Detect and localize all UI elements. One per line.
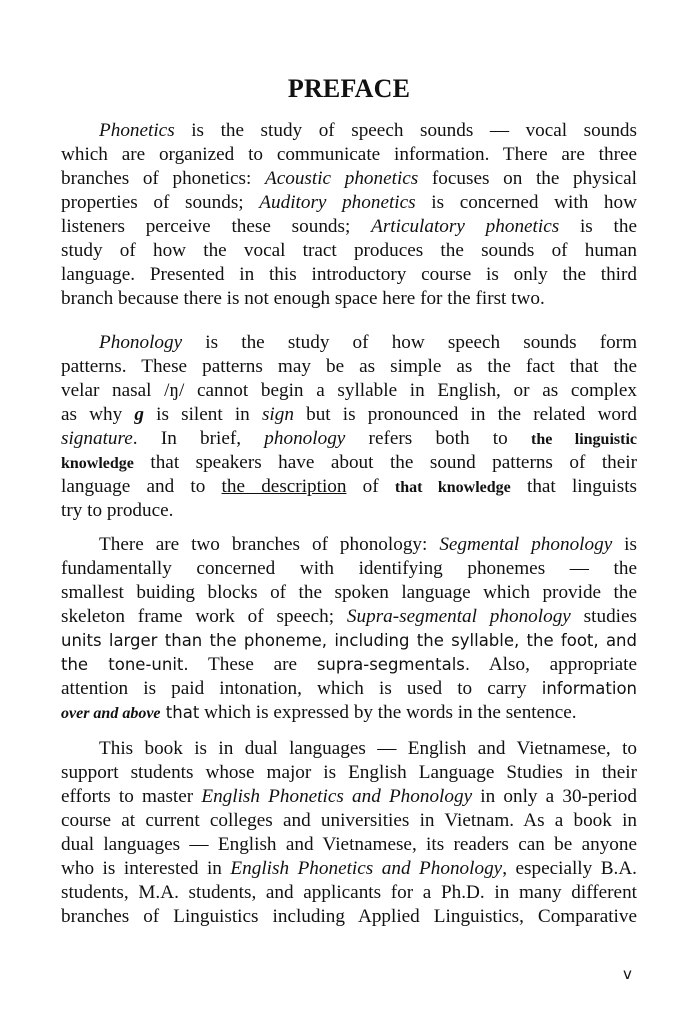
term-g: g bbox=[134, 404, 144, 425]
paragraph-branches-of-phonology bbox=[61, 533, 637, 725]
paragraph-dual-languages bbox=[61, 737, 637, 929]
text-run: supra-segmentals. bbox=[316, 655, 471, 674]
term-segmental-phonology: Segmental phonology bbox=[439, 534, 613, 555]
text-line bbox=[61, 475, 637, 499]
text-run: the tone-unit. bbox=[61, 655, 189, 674]
text-run: is the bbox=[559, 216, 637, 237]
text-line bbox=[61, 167, 637, 191]
text-line: branch because there is not enough space here for the first two. bbox=[61, 288, 545, 309]
text-line: velar nasal /ŋ/ cannot begin a syllable in English, or as complex bbox=[61, 380, 637, 401]
text-line bbox=[61, 119, 637, 143]
term-acoustic-phonetics: Acoustic phonetics bbox=[265, 168, 419, 189]
text-line bbox=[61, 701, 637, 725]
term-sign: sign bbox=[261, 404, 294, 425]
paragraph-phonology bbox=[61, 331, 637, 523]
text-line: try to produce. bbox=[61, 500, 174, 521]
book-title: English Phonetics and Phonology bbox=[230, 858, 503, 879]
text-line bbox=[61, 785, 637, 809]
text-run: listeners perceive these sounds; bbox=[61, 216, 372, 237]
text-run: information bbox=[541, 679, 637, 698]
text-run: focuses on the physical bbox=[418, 168, 637, 189]
text-run: is the study of how speech sounds form bbox=[182, 332, 637, 353]
text-line: units larger than the phoneme, including the syllable, the foot, and bbox=[61, 631, 637, 650]
term-phonology: phonology bbox=[264, 428, 346, 449]
text-run: of bbox=[346, 476, 395, 497]
text-run: is the study of speech sounds — vocal sounds bbox=[174, 120, 637, 141]
text-line: language. Presented in this introductory course is only the third bbox=[61, 264, 637, 285]
text-run: that linguists bbox=[510, 476, 638, 497]
term-auditory-phonetics: Auditory phonetics bbox=[259, 192, 416, 213]
text-run: Also, appropriate bbox=[470, 654, 638, 675]
text-line bbox=[61, 451, 637, 475]
bold-phrase: the linguistic bbox=[530, 431, 637, 448]
text-line: This book is in dual languages — English and Vietnamese, to bbox=[99, 738, 637, 759]
text-line: which are organized to communicate information. There are three bbox=[61, 144, 637, 165]
text-line bbox=[61, 857, 637, 881]
term-phonetics: Phonetics bbox=[99, 120, 175, 141]
bold-italic-phrase: over and above bbox=[61, 705, 161, 722]
text-run: that speakers have about the sound patterns of their bbox=[133, 452, 637, 473]
text-run: that bbox=[160, 703, 200, 722]
page-number: v bbox=[623, 965, 632, 983]
book-title: English Phonetics and Phonology bbox=[201, 786, 473, 807]
term-supra-segmental-phonology: Supra-segmental phonology bbox=[346, 606, 571, 627]
text-run: is silent in bbox=[143, 404, 262, 425]
text-run: There are two branches of phonology: bbox=[99, 534, 440, 555]
text-run: attention is paid intonation, which is used to carry bbox=[61, 678, 542, 699]
term-signature: signature bbox=[61, 428, 133, 449]
text-line bbox=[61, 677, 637, 701]
text-run: studies bbox=[570, 606, 637, 627]
underlined-phrase: the description bbox=[221, 476, 347, 497]
text-run: language and to bbox=[61, 476, 222, 497]
paragraph-phonetics bbox=[61, 119, 637, 311]
bold-phrase: knowledge bbox=[61, 455, 134, 472]
text-line: fundamentally concerned with identifying phonemes — the bbox=[61, 558, 637, 579]
text-run: skeleton frame work of speech; bbox=[61, 606, 347, 627]
text-line: branches of Linguistics including Applied Linguistics, Comparative bbox=[61, 906, 637, 927]
text-run: efforts to master bbox=[61, 786, 202, 807]
text-line: patterns. These patterns may be as simple as the fact that the bbox=[61, 356, 637, 377]
text-line bbox=[61, 215, 637, 239]
text-line bbox=[61, 427, 637, 451]
text-line bbox=[61, 653, 637, 677]
text-run: branches of phonetics: bbox=[61, 168, 265, 189]
page-title: PREFACE bbox=[287, 74, 411, 103]
text-line bbox=[61, 191, 637, 215]
text-line bbox=[61, 533, 637, 557]
text-line: smallest buiding blocks of the spoken language which provide the bbox=[61, 582, 637, 603]
text-run: . In brief, bbox=[132, 428, 265, 449]
text-run: in only a 30-period bbox=[472, 786, 637, 807]
text-run: which is expressed by the words in the sentence. bbox=[199, 702, 577, 723]
bold-phrase: that knowledge bbox=[394, 479, 511, 496]
text-line: dual languages — English and Vietnamese, its readers can be anyone bbox=[61, 834, 637, 855]
text-line: students, M.A. students, and applicants for a Ph.D. in many different bbox=[61, 882, 637, 903]
text-run: properties of sounds; bbox=[61, 192, 260, 213]
text-line bbox=[61, 331, 637, 355]
text-line bbox=[61, 403, 637, 427]
text-run: is bbox=[612, 534, 637, 555]
text-line bbox=[61, 605, 637, 629]
text-line: support students whose major is English Language Studies in their bbox=[61, 762, 637, 783]
text-line: course at current colleges and universities in Vietnam. As a book in bbox=[61, 810, 637, 831]
text-run: refers both to bbox=[345, 428, 531, 449]
text-run: , especially B.A. bbox=[502, 858, 637, 879]
text-run: but is pronounced in the related word bbox=[293, 404, 638, 425]
text-run: is concerned with how bbox=[415, 192, 637, 213]
term-articulatory-phonetics: Articulatory phonetics bbox=[371, 216, 560, 237]
term-phonology: Phonology bbox=[99, 332, 183, 353]
text-run: as why bbox=[61, 404, 135, 425]
text-run: These are bbox=[188, 654, 317, 675]
text-line: study of how the vocal tract produces the sounds of human bbox=[61, 240, 637, 261]
text-run: who is interested in bbox=[61, 858, 231, 879]
